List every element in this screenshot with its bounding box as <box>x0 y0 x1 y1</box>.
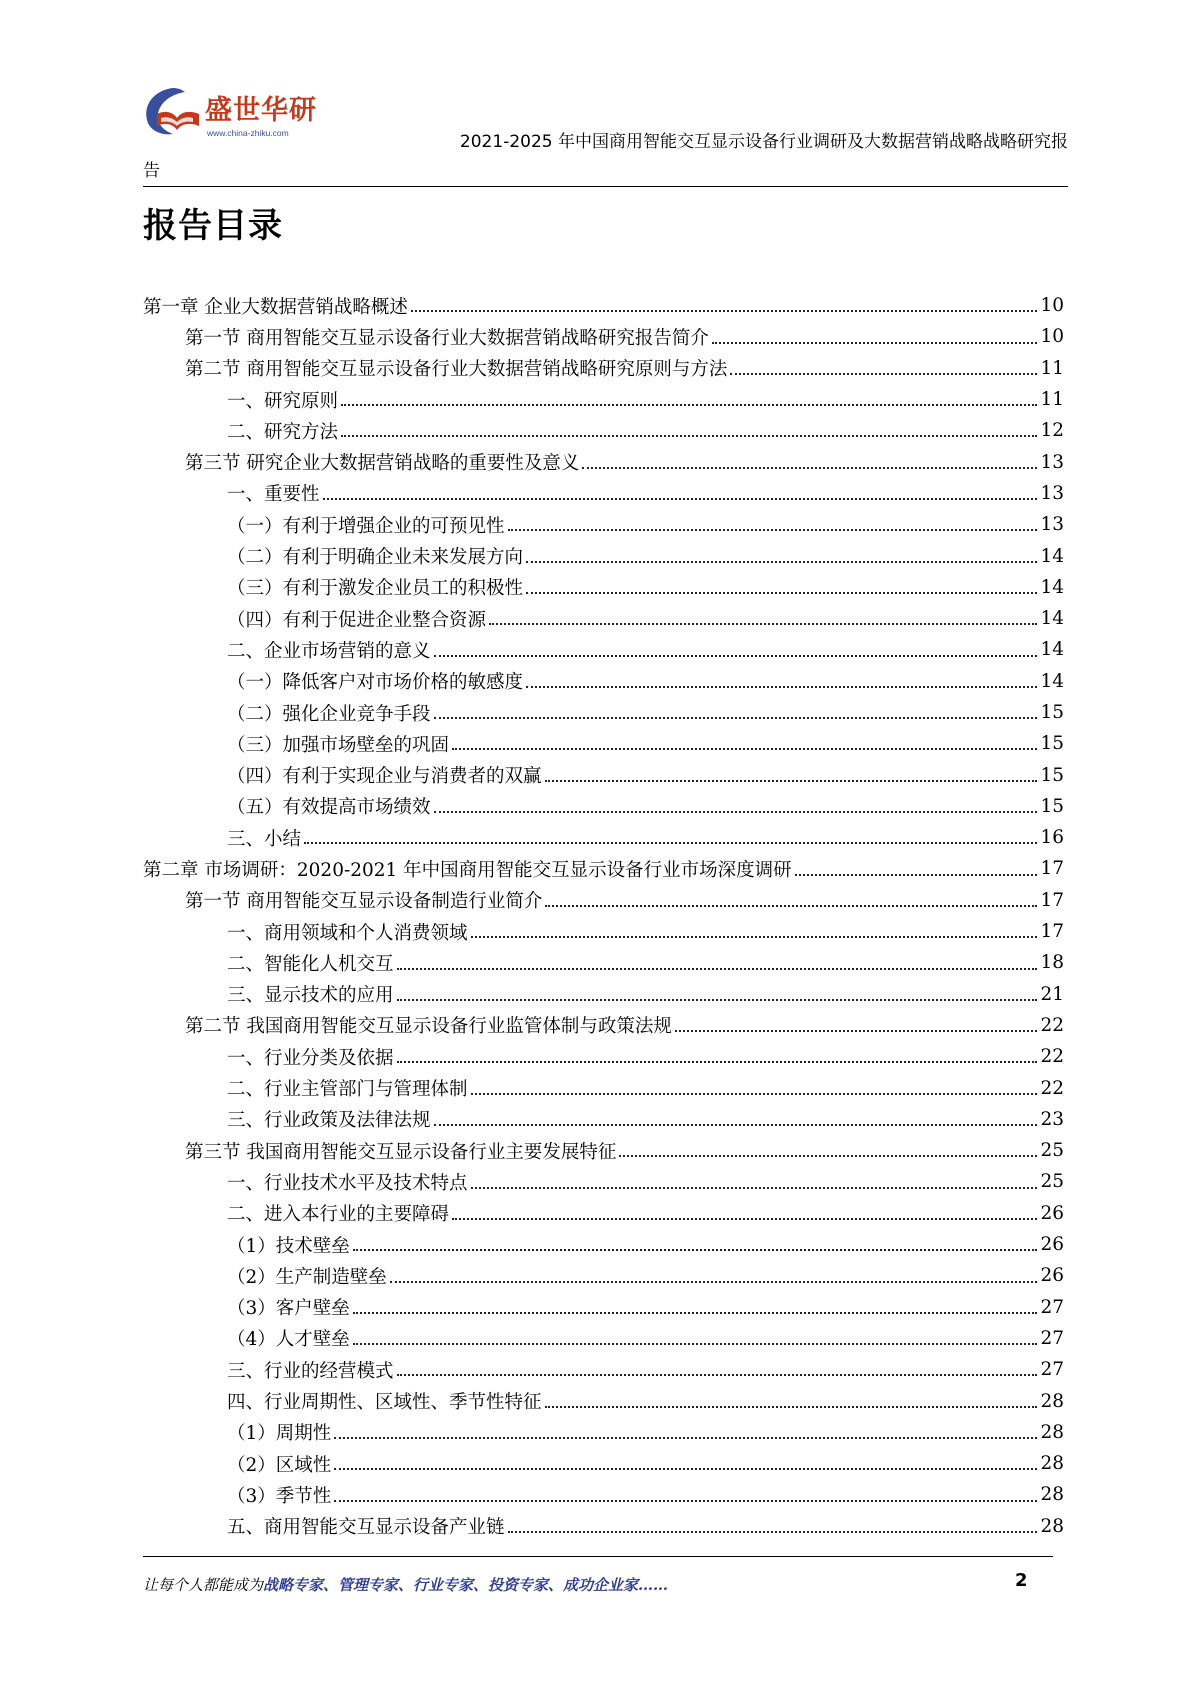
toc-entry[interactable] <box>143 1104 1064 1135</box>
toc-entry-page: 28 <box>1040 1421 1064 1443</box>
toc-entry-page: 11 <box>1040 357 1064 379</box>
footer-divider <box>143 1556 1053 1557</box>
toc-entry-page: 18 <box>1040 952 1064 974</box>
toc-entry-title: 三、行业的经营模式 <box>227 1360 394 1382</box>
toc-entry[interactable] <box>143 728 1064 759</box>
toc-entry-page: 15 <box>1040 733 1064 755</box>
toc-entry[interactable] <box>143 1041 1064 1072</box>
toc-entry-title: （3）季节性 <box>227 1485 332 1507</box>
toc-dot-leader <box>471 936 1038 938</box>
toc-entry-title: （一）降低客户对市场价格的敏感度 <box>227 672 524 694</box>
toc-entry[interactable] <box>143 1448 1064 1479</box>
toc-entry-title: （3）客户壁垒 <box>227 1298 350 1320</box>
toc-entry-title: （1）技术壁垒 <box>227 1235 350 1257</box>
toc-dot-leader <box>712 342 1038 344</box>
page-number: 2 <box>1015 1570 1028 1591</box>
toc-dot-leader <box>508 529 1038 531</box>
report-title-continuation: 告 <box>143 161 160 181</box>
toc-entry[interactable] <box>143 759 1064 790</box>
toc-entry-title: （五）有效提高市场绩效 <box>227 797 431 819</box>
toc-entry-page: 10 <box>1040 326 1064 348</box>
toc-entry-page: 12 <box>1040 420 1064 442</box>
toc-entry-title: 一、商用领域和个人消费领域 <box>227 922 468 944</box>
toc-dot-leader <box>526 686 1037 688</box>
toc-entry[interactable] <box>143 1260 1064 1291</box>
toc-entry-title: 一、研究原则 <box>227 390 339 412</box>
toc-entry[interactable] <box>143 1166 1064 1197</box>
toc-entry[interactable] <box>143 1198 1064 1229</box>
toc-entry-title: 一、行业技术水平及技术特点 <box>227 1172 468 1194</box>
toc-dot-leader <box>489 623 1037 625</box>
toc-entry-page: 22 <box>1040 1014 1064 1036</box>
toc-dot-leader <box>452 748 1037 750</box>
footer-slogan-lead: 让每个人都能成为 <box>143 1576 264 1594</box>
page-heading: 报告目录 <box>143 206 283 246</box>
toc-dot-leader <box>353 1312 1038 1314</box>
toc-entry-title: 一、行业分类及依据 <box>227 1047 394 1069</box>
toc-entry[interactable] <box>143 446 1064 477</box>
toc-entry-title: （三）加强市场壁垒的巩固 <box>227 734 450 756</box>
toc-dot-leader <box>471 1187 1038 1189</box>
toc-entry[interactable] <box>143 1385 1064 1416</box>
toc-dot-leader <box>452 1218 1037 1220</box>
toc-entry[interactable] <box>143 666 1064 697</box>
toc-entry-title: 一、重要性 <box>227 484 320 506</box>
toc-entry-page: 28 <box>1040 1484 1064 1506</box>
report-title: 2021-2025 年中国商用智能交互显示设备行业调研及大数据营销战略战略研究报 <box>459 132 1068 152</box>
table-of-contents <box>143 290 1064 1542</box>
toc-dot-leader <box>397 1061 1038 1063</box>
toc-dot-leader <box>675 1030 1038 1032</box>
toc-entry[interactable] <box>143 603 1064 634</box>
toc-entry-title: 二、行业主管部门与管理体制 <box>227 1079 468 1101</box>
footer-slogan-accent: 战略专家、管理专家、行业专家、投资专家、成功企业家…… <box>263 1576 669 1594</box>
toc-entry-page: 21 <box>1040 983 1064 1005</box>
toc-entry-title: 二、智能化人机交互 <box>227 953 394 975</box>
toc-entry[interactable] <box>143 853 1064 884</box>
toc-entry-page: 25 <box>1040 1171 1064 1193</box>
toc-dot-leader <box>334 1500 1037 1502</box>
toc-entry-page: 13 <box>1040 514 1064 536</box>
toc-entry-page: 17 <box>1040 921 1064 943</box>
toc-entry-page: 13 <box>1040 482 1064 504</box>
footer-slogan <box>143 1574 668 1595</box>
toc-entry-title: 第三节 研究企业大数据营销战略的重要性及意义 <box>185 453 580 475</box>
toc-entry-page: 28 <box>1040 1453 1064 1475</box>
toc-entry-title: 三、小结 <box>227 828 302 850</box>
toc-entry-page: 15 <box>1040 764 1064 786</box>
toc-entry-title: （三）有利于激发企业员工的积极性 <box>227 578 524 600</box>
toc-entry-page: 22 <box>1040 1046 1064 1068</box>
toc-entry-page: 14 <box>1040 639 1064 661</box>
toc-dot-leader <box>353 1343 1038 1345</box>
toc-entry[interactable] <box>143 1479 1064 1510</box>
toc-dot-leader <box>341 435 1037 437</box>
toc-entry[interactable] <box>143 1292 1064 1323</box>
toc-entry[interactable] <box>143 1323 1064 1354</box>
toc-entry-title: 第三节 我国商用智能交互显示设备行业主要发展特征 <box>185 1141 617 1163</box>
toc-entry-page: 25 <box>1040 1140 1064 1162</box>
toc-entry[interactable] <box>143 353 1064 384</box>
toc-dot-leader <box>304 842 1037 844</box>
toc-dot-leader <box>508 1531 1038 1533</box>
toc-dot-leader <box>526 561 1037 563</box>
toc-entry-page: 13 <box>1040 451 1064 473</box>
toc-entry[interactable] <box>143 1010 1064 1041</box>
toc-entry-page: 15 <box>1040 795 1064 817</box>
toc-entry-title: 第二节 商用智能交互显示设备行业大数据营销战略研究原则与方法 <box>185 359 728 381</box>
toc-entry-page: 26 <box>1040 1265 1064 1287</box>
toc-entry[interactable] <box>143 791 1064 822</box>
toc-dot-leader <box>582 467 1037 469</box>
toc-entry-title: （1）周期性 <box>227 1423 332 1445</box>
toc-entry-page: 15 <box>1040 702 1064 723</box>
header-divider <box>143 186 1068 187</box>
toc-entry-page: 27 <box>1040 1296 1064 1318</box>
toc-entry-title: 第二章 市场调研：2020-2021 年中国商用智能交互显示设备行业市场深度调研 <box>143 859 792 881</box>
toc-entry[interactable] <box>143 540 1064 571</box>
toc-entry-page: 22 <box>1040 1077 1064 1099</box>
toc-dot-leader <box>545 1406 1038 1408</box>
toc-dot-leader <box>323 498 1038 500</box>
toc-entry-page: 11 <box>1040 389 1064 411</box>
toc-dot-leader <box>397 1374 1038 1376</box>
toc-dot-leader <box>334 1437 1037 1439</box>
toc-entry[interactable] <box>143 1417 1064 1448</box>
toc-entry-page: 23 <box>1040 1108 1064 1130</box>
toc-entry-title: 第二节 我国商用智能交互显示设备行业监管体制与政策法规 <box>185 1016 672 1038</box>
toc-entry-page: 27 <box>1040 1327 1064 1349</box>
toc-entry[interactable] <box>143 572 1064 603</box>
toc-entry[interactable] <box>143 1072 1064 1103</box>
toc-entry-title: 第一节 商用智能交互显示设备行业大数据营销战略研究报告简介 <box>185 327 709 349</box>
toc-dot-leader <box>795 874 1038 876</box>
toc-dot-leader <box>353 1249 1038 1251</box>
toc-entry-title: （一）有利于增强企业的可预见性 <box>227 515 505 537</box>
toc-entry-title: 二、进入本行业的主要障碍 <box>227 1204 450 1226</box>
toc-entry-page: 14 <box>1040 670 1064 692</box>
toc-entry-title: （四）有利于促进企业整合资源 <box>227 609 487 631</box>
toc-entry[interactable] <box>143 947 1064 978</box>
toc-entry[interactable] <box>143 321 1064 352</box>
toc-dot-leader <box>434 811 1038 813</box>
toc-entry-page: 16 <box>1040 827 1064 849</box>
logo-url: www.china-zhiku.com <box>207 128 289 138</box>
toc-entry-page: 14 <box>1040 608 1064 630</box>
toc-entry-title: （2）生产制造壁垒 <box>227 1266 387 1288</box>
toc-dot-leader <box>397 968 1038 970</box>
toc-entry-page: 17 <box>1040 889 1064 911</box>
toc-entry-title: （二）强化企业竞争手段 <box>227 703 431 725</box>
toc-entry[interactable] <box>143 916 1064 947</box>
toc-dot-leader <box>434 655 1038 657</box>
toc-entry[interactable] <box>143 290 1064 321</box>
toc-entry-title: （四）有利于实现企业与消费者的双赢 <box>227 766 542 788</box>
toc-dot-leader <box>545 905 1037 907</box>
toc-dot-leader <box>390 1281 1038 1283</box>
toc-dot-leader <box>471 1093 1038 1095</box>
toc-dot-leader <box>619 1155 1037 1157</box>
toc-entry[interactable] <box>143 1511 1064 1542</box>
toc-entry[interactable] <box>143 478 1064 509</box>
toc-entry-page: 14 <box>1040 576 1064 598</box>
toc-entry-title: 第一章 企业大数据营销战略概述 <box>143 296 408 318</box>
toc-entry-title: 二、企业市场营销的意义 <box>227 640 431 662</box>
toc-entry-title: （2）区域性 <box>227 1454 332 1476</box>
toc-entry-page: 17 <box>1040 858 1064 880</box>
toc-dot-leader <box>434 1124 1038 1126</box>
toc-entry[interactable] <box>143 697 1064 728</box>
toc-dot-leader <box>341 404 1037 406</box>
toc-entry-title: （二）有利于明确企业未来发展方向 <box>227 547 524 569</box>
toc-entry-title: （4）人才壁垒 <box>227 1329 350 1351</box>
toc-entry-title: 五、商用智能交互显示设备产业链 <box>227 1517 505 1539</box>
toc-entry[interactable] <box>143 634 1064 665</box>
toc-entry[interactable] <box>143 384 1064 415</box>
logo-wordmark: 盛世华研 <box>205 95 317 126</box>
toc-entry[interactable] <box>143 1354 1064 1385</box>
toc-entry-page: 26 <box>1040 1202 1064 1224</box>
toc-entry-page: 14 <box>1040 545 1064 567</box>
toc-entry[interactable] <box>143 1229 1064 1260</box>
toc-dot-leader <box>434 717 1038 719</box>
toc-entry-title: 三、显示技术的应用 <box>227 985 394 1007</box>
toc-entry-title: 三、行业政策及法律法规 <box>227 1110 431 1132</box>
toc-entry-title: 四、行业周期性、区域性、季节性特征 <box>227 1392 542 1414</box>
toc-entry[interactable] <box>143 415 1064 446</box>
toc-entry-page: 28 <box>1040 1515 1064 1537</box>
toc-dot-leader <box>730 373 1037 375</box>
toc-dot-leader <box>411 310 1038 312</box>
toc-entry-page: 26 <box>1040 1234 1064 1256</box>
toc-entry[interactable] <box>143 509 1064 540</box>
toc-entry-page: 28 <box>1040 1390 1064 1412</box>
toc-entry[interactable] <box>143 979 1064 1010</box>
toc-entry[interactable] <box>143 1135 1064 1166</box>
toc-dot-leader <box>526 592 1037 594</box>
toc-dot-leader <box>397 999 1038 1001</box>
toc-entry[interactable] <box>143 822 1064 853</box>
toc-dot-leader <box>545 780 1038 782</box>
toc-dot-leader <box>334 1468 1037 1470</box>
toc-entry-title: 二、研究方法 <box>227 421 339 443</box>
toc-entry[interactable] <box>143 885 1064 916</box>
toc-entry-page: 27 <box>1040 1359 1064 1381</box>
toc-entry-page: 10 <box>1040 295 1064 317</box>
toc-entry-title: 第一节 商用智能交互显示设备制造行业简介 <box>185 891 543 913</box>
